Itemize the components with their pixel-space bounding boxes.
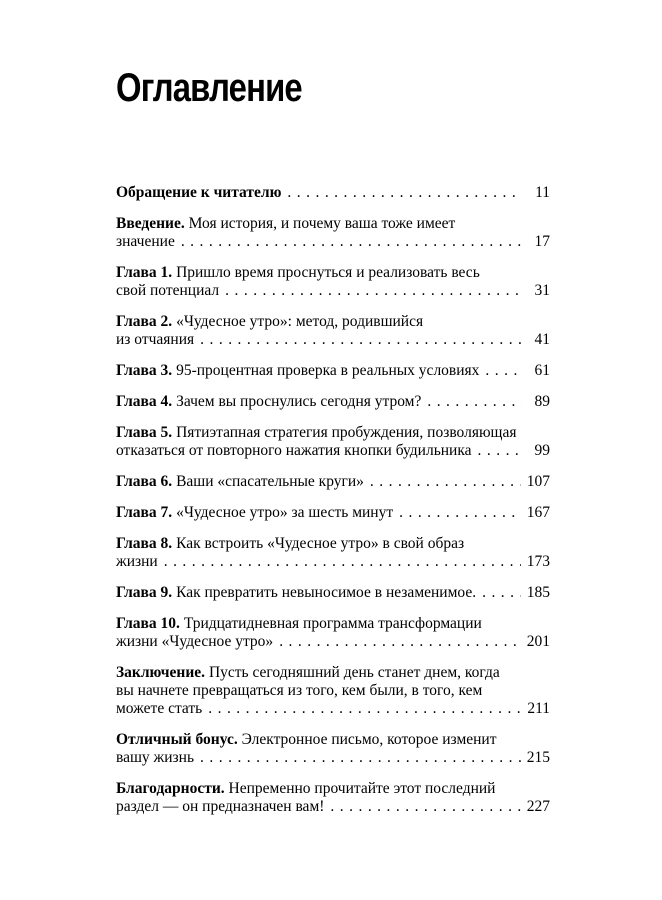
toc-page-number: 215 <box>526 749 550 766</box>
toc-entry-title: Непременно прочитайте этот последний <box>224 780 496 797</box>
toc-entry-line <box>116 664 550 682</box>
toc-entry-line <box>116 682 550 700</box>
toc-page-number: 227 <box>526 798 550 815</box>
toc-entry-heading: Глава 3. <box>116 362 173 379</box>
toc-entry-title: Пусть сегодняшний день станет днем, когда <box>205 664 500 681</box>
dot-leader <box>181 233 522 251</box>
dot-leader <box>279 633 521 651</box>
toc-entry[interactable] <box>116 215 550 251</box>
toc-page-number: 31 <box>534 282 550 299</box>
toc-entry-line <box>116 473 550 491</box>
toc-entry-title: Как встроить «Чудесное утро» в свой образ <box>172 535 465 552</box>
toc-entry-title: Пятиэтапная стратегия пробуждения, позволяющая <box>172 424 517 441</box>
toc-entry-line <box>116 535 550 553</box>
toc-entry-line <box>116 264 550 282</box>
toc-entry-text <box>116 184 281 202</box>
toc-entry[interactable] <box>116 313 550 349</box>
toc-entry[interactable] <box>116 264 550 300</box>
toc-entry-heading: Глава 9. <box>116 584 173 601</box>
toc-entry-heading: Глава 2. <box>116 313 173 330</box>
toc-entry[interactable] <box>116 184 550 202</box>
toc-entry-heading: Глава 7. <box>116 504 173 521</box>
toc-entry-line <box>116 798 550 816</box>
toc-entry-heading: Глава 5. <box>116 424 173 441</box>
dot-leader <box>200 331 522 349</box>
toc-entry-text <box>116 584 476 602</box>
toc-entry-heading: Глава 4. <box>116 393 173 410</box>
toc-entry-heading: Глава 1. <box>116 264 173 281</box>
toc-entry-title: раздел — он предназначен вам! <box>116 798 325 815</box>
toc-entry-title: из отчаяния <box>116 331 195 348</box>
dot-leader <box>200 749 521 767</box>
table-of-contents <box>116 184 550 829</box>
page-title: Оглавление <box>116 66 302 110</box>
toc-page-number: 89 <box>534 393 550 410</box>
toc-entry-title: Как превратить невыносимое в незаменимое. <box>172 584 477 601</box>
toc-entry[interactable] <box>116 664 550 718</box>
toc-entry-text <box>116 535 464 552</box>
toc-entry-line <box>116 731 550 749</box>
toc-entry-title: жизни <box>116 553 158 570</box>
toc-entry-text <box>116 233 175 251</box>
toc-entry-line <box>116 233 550 251</box>
toc-entry-title: свой потенциал <box>116 282 220 299</box>
toc-entry-title: Тридцатидневная программа трансформации <box>179 615 482 632</box>
toc-page-number: 41 <box>534 331 550 348</box>
toc-entry-text <box>116 215 455 232</box>
toc-entry-title: Зачем вы проснулись сегодня утром? <box>172 393 422 410</box>
dot-leader <box>478 442 522 460</box>
toc-entry-line <box>116 442 550 460</box>
toc-entry-title: Электронное письмо, которое изменит <box>237 731 497 748</box>
toc-page-number: 99 <box>534 442 550 459</box>
toc-entry-title: вашу жизнь <box>116 749 195 766</box>
toc-entry-text <box>116 331 194 349</box>
toc-entry-text <box>116 731 497 748</box>
toc-entry-title: вы начнете превращаться из того, кем были, в того, кем <box>116 682 483 699</box>
toc-entry-text <box>116 664 500 681</box>
toc-entry-line <box>116 313 550 331</box>
toc-entry-title: отказаться от повторного нажатия кнопки будильника <box>116 442 472 459</box>
toc-entry-text <box>116 282 219 300</box>
toc-entry-text <box>116 424 517 441</box>
toc-entry-text <box>116 633 273 651</box>
toc-entry-line <box>116 393 550 411</box>
toc-entry-line <box>116 184 550 202</box>
toc-entry-text <box>116 264 480 281</box>
toc-entry-line <box>116 749 550 767</box>
toc-entry[interactable] <box>116 393 550 411</box>
toc-entry-heading: Глава 6. <box>116 473 173 490</box>
toc-entry-text <box>116 700 202 718</box>
dot-leader <box>427 393 522 411</box>
toc-entry-title: Моя история, и почему ваша тоже имеет <box>184 215 456 232</box>
toc-entry-heading: Благодарности. <box>116 780 225 797</box>
toc-entry-line <box>116 553 550 571</box>
toc-entry-line <box>116 331 550 349</box>
toc-entry-text <box>116 473 364 491</box>
toc-entry-title: значение <box>116 233 175 250</box>
dot-leader <box>482 584 521 602</box>
dot-leader <box>164 553 521 571</box>
toc-entry-title: Пришло время проснуться и реализовать весь <box>172 264 480 281</box>
toc-entry-line <box>116 633 550 651</box>
toc-entry-line <box>116 362 550 380</box>
toc-entry-line <box>116 282 550 300</box>
toc-entry-title: «Чудесное утро» за шесть минут <box>172 504 394 521</box>
toc-entry-line <box>116 584 550 602</box>
toc-page-number: 211 <box>527 700 550 717</box>
toc-page-number: 201 <box>526 633 550 650</box>
toc-page-number: 11 <box>535 184 550 201</box>
toc-entry-title: можете стать <box>116 700 203 717</box>
toc-entry-title: Ваши «спасательные круги» <box>172 473 364 490</box>
dot-leader <box>208 700 521 718</box>
dot-leader <box>287 184 522 202</box>
toc-entry-title: «Чудесное утро»: метод, родившийся <box>172 313 424 330</box>
toc-entry[interactable] <box>116 615 550 651</box>
toc-entry[interactable] <box>116 731 550 767</box>
toc-entry-text <box>116 504 393 522</box>
toc-entry-text <box>116 393 421 411</box>
toc-entry-heading: Глава 10. <box>116 615 180 632</box>
toc-entry-line <box>116 424 550 442</box>
toc-entry-heading: Введение. <box>116 215 185 232</box>
toc-page-number: 185 <box>526 584 550 601</box>
toc-entry-text <box>116 749 194 767</box>
toc-page-number: 17 <box>534 233 550 250</box>
toc-entry[interactable] <box>116 424 550 460</box>
toc-page-number: 173 <box>526 553 550 570</box>
toc-entry-text <box>116 682 482 699</box>
toc-entry-title: 95-процентная проверка в реальных условиях <box>172 362 480 379</box>
toc-page-number: 107 <box>526 473 550 490</box>
toc-entry-line <box>116 615 550 633</box>
toc-page-number: 167 <box>526 504 550 521</box>
toc-entry-line <box>116 780 550 798</box>
toc-entry-text <box>116 780 495 797</box>
toc-entry-text <box>116 798 324 816</box>
toc-entry[interactable] <box>116 535 550 571</box>
toc-entry-line <box>116 215 550 233</box>
toc-entry-text <box>116 553 158 571</box>
toc-entry[interactable] <box>116 780 550 816</box>
toc-entry-heading: Заключение. <box>116 664 206 681</box>
toc-entry[interactable] <box>116 473 550 491</box>
toc-entry-line <box>116 700 550 718</box>
toc-entry-text <box>116 442 472 460</box>
toc-entry-heading: Отличный бонус. <box>116 731 238 748</box>
toc-entry[interactable] <box>116 362 550 380</box>
toc-entry-text <box>116 313 423 330</box>
toc-entry-title: жизни «Чудесное утро» <box>116 633 274 650</box>
toc-entry-heading: Обращение к читателю <box>116 184 282 201</box>
toc-entry[interactable] <box>116 584 550 602</box>
dot-leader <box>225 282 522 300</box>
toc-page-number: 61 <box>534 362 550 379</box>
toc-entry-text <box>116 615 482 632</box>
toc-entry-line <box>116 504 550 522</box>
dot-leader <box>485 362 522 380</box>
toc-entry[interactable] <box>116 504 550 522</box>
toc-entry-heading: Глава 8. <box>116 535 173 552</box>
toc-entry-text <box>116 362 479 380</box>
dot-leader <box>330 798 520 816</box>
dot-leader <box>370 473 521 491</box>
dot-leader <box>399 504 521 522</box>
